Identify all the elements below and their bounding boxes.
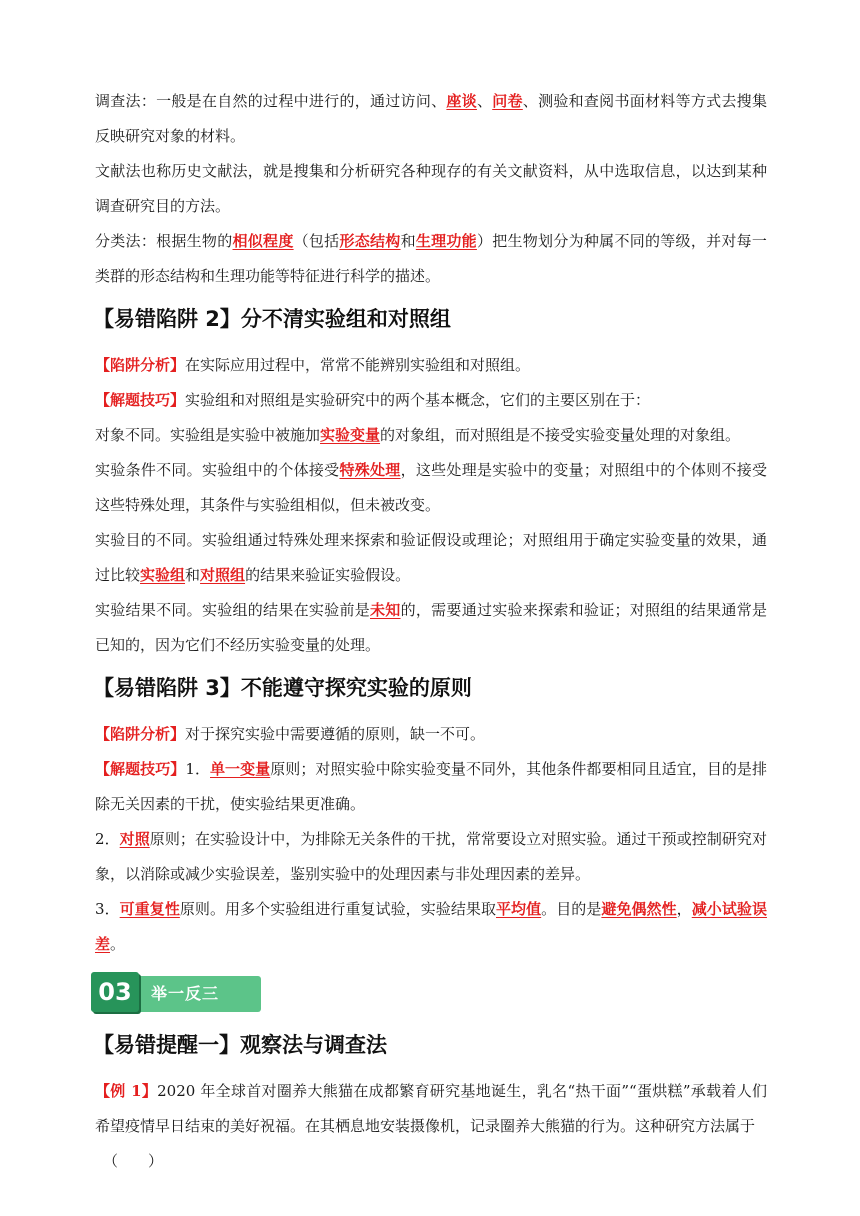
text-run: 和: [185, 566, 201, 584]
text-run: 在实际应用过程中，常常不能辨别实验组和对照组。: [185, 356, 531, 374]
keyword-highlight: 减小试验误差: [95, 900, 767, 953]
keyword-highlight: 对照组: [200, 566, 246, 584]
tips-tag: 【解题技巧】: [95, 391, 186, 409]
trap3-principle-single-variable: [95, 752, 767, 822]
list-number: 3．: [95, 900, 120, 918]
text-run: 、: [476, 92, 493, 110]
trap2-point-object: [95, 418, 767, 453]
banner-number: 03: [91, 972, 139, 1012]
example-tag: 【例 1】: [95, 1082, 158, 1100]
trap2-point-results: [95, 593, 767, 663]
list-number: 2．: [95, 830, 120, 848]
keyword-highlight: 座谈: [446, 92, 477, 110]
text-run: 的，需要通过实验来探索和验证；对照组的结果通常是已知的，因为它们不经历实验变量的处理。: [95, 601, 767, 654]
text-run: 和: [400, 232, 416, 250]
text-run: 对于探究实验中需要遵循的原则，缺一不可。: [185, 725, 486, 743]
trap2-point-conditions: [95, 453, 767, 523]
text-run: 实验组和对照组是实验研究中的两个基本概念，它们的主要区别在于：: [185, 391, 651, 409]
classification-method-paragraph: [95, 224, 767, 294]
section-banner: [91, 972, 261, 1016]
survey-method-paragraph: [95, 84, 767, 154]
text-run: 。: [110, 935, 126, 953]
trap3-analysis: [95, 717, 767, 752]
text-run: 原则；在实验设计中，为排除无关条件的干扰，常常要设立对照实验。通过干预或控制研究对象，以消除或减少实验误差，鉴别实验中的处理因素与非处理因素的差异。: [95, 830, 767, 883]
keyword-highlight: 实验组: [140, 566, 186, 584]
text-run: ，: [676, 900, 692, 918]
text-run: 、测验和查阅书面材料等方式去搜集反映研究对象的材料。: [95, 92, 767, 145]
example-paragraph: [95, 1074, 767, 1144]
reminder-heading: 【易错提醒一】观察法与调查法: [93, 1033, 387, 1057]
text-run: 实验条件不同。实验组中的个体接受: [95, 461, 340, 479]
text-run: （包括: [293, 232, 340, 250]
text-run: ，这些处理是实验中的变量；对照组中的个体则不接受这些特殊处理，其条件与实验组相似，但未被改变。: [95, 461, 767, 514]
keyword-highlight: 避免偶然性: [601, 900, 677, 918]
keyword-highlight: 实验变量: [320, 426, 381, 444]
keyword-highlight: 平均值: [496, 900, 542, 918]
text-run: 实验目的不同。实验组通过特殊处理来探索和验证假设或理论；对照组用于确定实验变量的效果，通过比较: [95, 531, 767, 584]
keyword-highlight: 特殊处理: [339, 461, 401, 479]
banner-label: 举一反三: [151, 984, 220, 1003]
trap2-heading: 【易错陷阱 2】分不清实验组和对照组: [93, 307, 451, 331]
text-run: 的结果来验证实验假设。: [245, 566, 411, 584]
keyword-highlight: 可重复性: [119, 900, 180, 918]
trap2-analysis: [95, 348, 767, 383]
text-run: ）把生物划分为种属不同的等级，并对每一类群的形态结构和生理功能等特征进行科学的描述。: [95, 232, 767, 285]
list-number: 1．: [185, 760, 210, 778]
answer-parentheses: （ ）: [103, 1152, 164, 1170]
text-run: 实验结果不同。实验组的结果在实验前是: [95, 601, 371, 619]
keyword-highlight: 生理功能: [415, 232, 477, 250]
analysis-tag: 【陷阱分析】: [95, 356, 186, 374]
text-run: 2020 年全球首对圈养大熊猫在成都繁育研究基地诞生，乳名“热干面”“蛋烘糕”承载着人们希望疫情早日结束的美好祝福。在其栖息地安装摄像机，记录圈养大熊猫的行为。这种研究方法属于: [95, 1082, 767, 1135]
keyword-highlight: 单一变量: [210, 760, 271, 778]
text-run: 原则。用多个实验组进行重复试验，实验结果取: [179, 900, 496, 918]
keyword-highlight: 问卷: [492, 92, 523, 110]
literature-method-paragraph: 文献法也称历史文献法，就是搜集和分析研究各种现存的有关文献资料，从中选取信息，以达到某种调查研究目的方法。: [95, 162, 767, 215]
answer-blank: [95, 1144, 767, 1179]
text-run: 调查法：一般是在自然的过程中进行的，通过访问、: [95, 92, 447, 110]
keyword-highlight: 对照: [119, 830, 150, 848]
text-run: 分类法：根据生物的: [95, 232, 233, 250]
keyword-highlight: 相似程度: [232, 232, 294, 250]
tips-tag: 【解题技巧】: [95, 760, 186, 778]
trap3-heading: 【易错陷阱 3】不能遵守探究实验的原则: [93, 676, 472, 700]
trap3-principle-repeatability: [95, 892, 767, 962]
analysis-tag: 【陷阱分析】: [95, 725, 186, 743]
document-content: [95, 84, 767, 1179]
keyword-highlight: 形态结构: [339, 232, 401, 250]
text-run: 的对象组，而对照组是不接受实验变量处理的对象组。: [380, 426, 741, 444]
text-run: 对象不同。实验组是实验中被施加: [95, 426, 321, 444]
trap2-tips: [95, 383, 767, 418]
text-run: 。目的是: [541, 900, 602, 918]
trap2-point-purpose: [95, 523, 767, 593]
keyword-highlight: 未知: [370, 601, 401, 619]
trap3-principle-control: [95, 822, 767, 892]
text-run: 原则；对照实验中除实验变量不同外，其他条件都要相同且适宜，目的是排除无关因素的干扰，使实验结果更准确。: [95, 760, 767, 813]
